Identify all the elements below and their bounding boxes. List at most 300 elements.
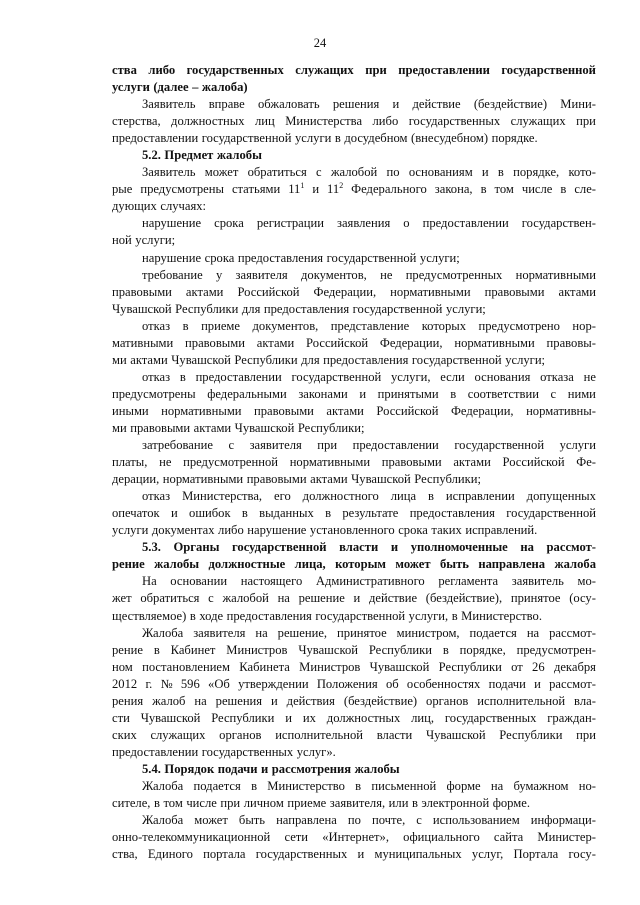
word: почте, <box>371 813 406 828</box>
word: Мини- <box>560 97 596 112</box>
word: срока <box>204 250 235 265</box>
word: обжаловать <box>257 97 320 112</box>
word: Российской <box>237 284 300 299</box>
superscript: 2 <box>339 181 344 191</box>
word: форме. <box>492 796 530 811</box>
word: затребование <box>142 438 213 453</box>
word: исполнительной <box>275 727 364 742</box>
word: Чувашской <box>351 472 411 487</box>
word: правовыми <box>484 284 545 299</box>
word: услуги <box>295 131 332 146</box>
word: государственной <box>501 63 596 77</box>
word: сти <box>112 710 130 725</box>
word: в <box>411 796 418 811</box>
word: Заявитель <box>142 97 196 112</box>
word: и <box>271 693 278 708</box>
word: с <box>228 438 235 453</box>
word: ских <box>112 727 137 742</box>
text-line <box>112 403 596 420</box>
word: рые <box>112 182 133 197</box>
word: предоставлении <box>422 216 509 231</box>
word: для <box>301 352 320 367</box>
word: Министер- <box>537 830 596 845</box>
word: нормативными <box>454 335 535 350</box>
word: лица <box>390 489 417 504</box>
word: онно-телекоммуникационной <box>112 830 271 845</box>
word: платы, <box>112 455 148 470</box>
text-line <box>112 164 596 181</box>
word: и <box>357 847 365 862</box>
text-line <box>112 812 596 829</box>
word: выданных <box>259 506 314 521</box>
word: при <box>317 438 338 453</box>
word: государственных <box>255 847 348 862</box>
word: регламента <box>438 574 499 589</box>
word: подается <box>469 625 517 640</box>
word: Республики <box>438 659 502 674</box>
word: г. <box>145 676 153 691</box>
word: государственных <box>408 114 501 129</box>
word: сайта <box>493 830 524 845</box>
word: основании <box>170 574 228 589</box>
text-line <box>112 488 596 505</box>
word: либо <box>218 523 244 538</box>
word: порядке. <box>491 131 538 146</box>
word: с <box>550 386 557 401</box>
word: на <box>520 540 534 555</box>
word: заявителя <box>193 625 246 640</box>
word: Фе- <box>576 455 596 470</box>
word: органов <box>426 693 469 708</box>
word: (далее <box>153 80 189 95</box>
word: Российской <box>502 455 565 470</box>
word: актами <box>326 403 364 418</box>
word: государственной <box>232 540 327 555</box>
word: не <box>380 267 393 282</box>
word: Единого <box>147 847 193 862</box>
word: информаци- <box>530 813 596 828</box>
word: том <box>163 796 183 811</box>
word: бумажном <box>513 778 569 793</box>
word: действия <box>286 693 335 708</box>
word: рассмотрения <box>271 761 352 776</box>
text-line <box>112 778 596 795</box>
word: и <box>392 97 400 112</box>
word: подачи <box>488 676 526 691</box>
text-line <box>112 437 596 454</box>
word: или <box>388 796 409 811</box>
word: услуги; <box>419 250 460 265</box>
word: нарушение <box>142 216 202 231</box>
word: принятыми <box>377 386 439 401</box>
word: актами <box>256 335 295 350</box>
word: форме <box>446 778 481 793</box>
word: $11^2$ <box>327 181 344 197</box>
text-line <box>112 369 596 386</box>
word: быть <box>439 557 469 572</box>
word: письменной <box>371 778 437 793</box>
text-line <box>112 829 596 846</box>
word: рение <box>112 557 145 572</box>
text-line <box>112 232 596 249</box>
word: стерства, <box>112 114 161 129</box>
word: сети <box>284 830 309 845</box>
text-line <box>112 198 596 215</box>
word: 5.2. <box>142 148 161 163</box>
word: (бездействие), <box>425 591 503 606</box>
word: Министерство. <box>461 608 542 623</box>
section-heading-line <box>112 556 596 573</box>
word: досудебном <box>344 131 408 146</box>
word: актами <box>130 352 168 367</box>
word: нарушение <box>142 250 202 265</box>
word: Порядок <box>164 761 215 776</box>
word: действие <box>368 591 418 606</box>
word: при <box>220 796 241 811</box>
word: предусмотрено <box>478 318 560 333</box>
word: жалобы <box>154 557 200 572</box>
word: не <box>583 369 596 384</box>
word: мативными <box>112 335 174 350</box>
word: и <box>170 506 178 521</box>
word: услуги; <box>135 233 176 248</box>
text-line <box>112 846 596 863</box>
word: государствен- <box>521 216 596 231</box>
word: Кабинет <box>170 642 216 657</box>
word: но- <box>578 778 596 793</box>
word: государственных <box>444 710 537 725</box>
word: документах <box>151 523 215 538</box>
word: документов, <box>252 318 319 333</box>
word: предоставлении <box>112 131 199 146</box>
word: № <box>160 676 173 691</box>
word: в <box>189 608 196 623</box>
text-line <box>112 301 596 318</box>
word: отказ <box>142 369 171 384</box>
word: ной <box>112 233 132 248</box>
word: услуги, <box>391 369 431 384</box>
word: актами <box>185 284 224 299</box>
word: нарушение <box>247 523 307 538</box>
word: дующих <box>112 199 157 214</box>
word: услуг». <box>296 744 336 759</box>
word: направлена <box>276 813 337 828</box>
word: в <box>355 778 362 793</box>
word: Республики <box>499 727 563 742</box>
text-line <box>112 96 596 113</box>
word: требование <box>142 267 203 282</box>
word: 596 <box>180 676 200 691</box>
word: и <box>534 676 541 691</box>
word: на <box>277 591 290 606</box>
word: Кабинета <box>239 659 290 674</box>
text-line <box>112 352 596 369</box>
word: основания <box>474 369 531 384</box>
word: предоставления <box>263 301 350 316</box>
word: (осу- <box>569 591 596 606</box>
word: не <box>159 455 172 470</box>
word: в <box>251 778 258 793</box>
word: «Об <box>208 676 230 691</box>
word: ними <box>567 386 596 401</box>
text-line <box>112 659 596 676</box>
text-line <box>112 130 596 147</box>
text-line <box>112 795 596 812</box>
word: жалоб <box>152 693 186 708</box>
word: правовыми <box>130 420 191 435</box>
section-heading-line <box>112 147 596 164</box>
word: 5.3. <box>142 540 161 555</box>
word: числе <box>521 182 553 197</box>
word: в <box>428 489 434 504</box>
word: представление <box>330 318 410 333</box>
section-heading-line <box>112 62 596 79</box>
word: соответствии <box>467 386 539 401</box>
word: документов, <box>301 267 367 282</box>
word: заявителя, <box>329 796 386 811</box>
page-number: 24 <box>313 36 327 50</box>
word: случаях: <box>160 199 207 214</box>
word: мо- <box>577 574 596 589</box>
word: и <box>481 165 489 180</box>
word: жалоба <box>554 557 596 572</box>
word: особенностях <box>406 676 481 691</box>
word: таких <box>431 523 462 538</box>
word: государственной <box>315 608 406 623</box>
word: подачи <box>217 761 258 776</box>
word: сителе, <box>112 796 151 811</box>
word: в <box>450 386 457 401</box>
word: правовыми <box>112 284 172 299</box>
word: направлена <box>478 557 546 572</box>
word: предусмотренной <box>183 455 279 470</box>
word: о <box>403 216 410 231</box>
word: предоставления <box>409 506 495 521</box>
word: нормативными <box>161 403 242 418</box>
word: предоставления <box>226 608 312 623</box>
word: иными <box>112 403 149 418</box>
word: нормативными <box>515 267 596 282</box>
word: Федерации, <box>379 335 443 350</box>
word: портала <box>203 847 246 862</box>
word: по <box>386 165 400 180</box>
word: государственной <box>352 301 443 316</box>
word: служащих <box>150 727 206 742</box>
word: постановлением <box>142 659 230 674</box>
word: быть <box>238 813 266 828</box>
word: Республики <box>211 710 275 725</box>
text-line <box>112 522 596 539</box>
text-line <box>112 573 596 590</box>
word: госу- <box>568 847 596 862</box>
word: предусмотрены <box>140 182 224 197</box>
word: государственной <box>454 438 545 453</box>
word: жет <box>112 591 132 606</box>
word: результате <box>342 506 399 521</box>
word: рения <box>112 693 144 708</box>
word: должностных <box>326 710 401 725</box>
word: ми <box>112 352 127 367</box>
word: заявителя <box>235 267 288 282</box>
word: с <box>208 591 214 606</box>
word: услуги, <box>408 608 449 623</box>
word: у <box>215 267 223 282</box>
word: услуги; <box>445 301 486 316</box>
word: Чувашской <box>171 352 231 367</box>
text-line <box>112 744 596 761</box>
word: при <box>576 727 596 742</box>
text-line <box>112 335 596 352</box>
word: услуги; <box>505 352 546 367</box>
word: Жалоба <box>142 625 184 640</box>
word: официального <box>403 830 480 845</box>
word: услуги <box>559 438 596 453</box>
word: предоставления <box>323 352 409 367</box>
word: должностных <box>171 114 245 129</box>
word: Чувашской <box>112 301 172 316</box>
word: опечаток <box>112 506 160 521</box>
word: ства <box>112 63 137 77</box>
word: должностного <box>302 489 379 504</box>
word: законами <box>298 386 348 401</box>
word: решения <box>215 693 263 708</box>
section-heading-line <box>112 761 596 778</box>
word: при <box>365 63 387 77</box>
word: актами <box>558 284 596 299</box>
word: органов <box>219 727 262 742</box>
word: Чувашской <box>234 420 295 435</box>
word: должностные <box>208 557 286 572</box>
word: его <box>274 489 291 504</box>
word: приеме <box>201 318 240 333</box>
word: Портала <box>513 847 559 862</box>
word: порядке, <box>459 642 506 657</box>
word: исправлении <box>445 489 515 504</box>
word: правовыми <box>254 403 314 418</box>
word: подается <box>193 778 241 793</box>
text-line <box>112 420 596 437</box>
text-line <box>112 676 596 693</box>
word: ходе <box>199 608 224 623</box>
word: государственной <box>506 506 596 521</box>
word: 2012 <box>112 676 138 691</box>
word: при <box>576 114 596 129</box>
word: предоставлении <box>112 744 199 759</box>
word: Республики; <box>414 472 481 487</box>
word: На <box>142 574 157 589</box>
word: власти <box>376 727 413 742</box>
word: государственной <box>291 369 382 384</box>
text-line <box>112 250 596 267</box>
word: в <box>451 608 458 623</box>
word: Республики <box>234 352 298 367</box>
word: служащих <box>295 63 354 77</box>
word: использованием <box>432 813 520 828</box>
section-heading-line <box>112 79 596 96</box>
word: заявителя <box>249 438 302 453</box>
word: в <box>442 642 449 657</box>
word: 26 <box>532 659 545 674</box>
word: может <box>194 813 228 828</box>
word: предоставлении <box>352 438 439 453</box>
word: граждан- <box>547 710 596 725</box>
section-heading-line <box>112 539 596 556</box>
word: заявитель <box>511 574 564 589</box>
superscript: 1 <box>300 181 305 191</box>
word: Положения <box>316 676 378 691</box>
word: жалобы <box>216 148 262 163</box>
text-line <box>112 625 596 642</box>
text-line <box>112 642 596 659</box>
word: жалобы <box>354 761 400 776</box>
word: если <box>440 369 465 384</box>
word: (бездействие) <box>343 693 418 708</box>
text-line <box>112 113 596 130</box>
word: отказа <box>540 369 574 384</box>
word: Чувашской <box>140 710 201 725</box>
word: нормативны- <box>526 403 596 418</box>
word: действие <box>412 97 461 112</box>
word: Республики <box>175 301 239 316</box>
word: власти <box>339 540 379 555</box>
word: и <box>353 591 361 606</box>
word: Федерации, <box>450 403 514 418</box>
text-line <box>112 471 596 488</box>
word: жалобой <box>222 591 269 606</box>
word: порядке, <box>513 165 560 180</box>
word: в <box>241 506 248 521</box>
word: Федерации, <box>313 284 377 299</box>
text-line <box>112 284 596 301</box>
word: либо <box>372 114 399 129</box>
text-line <box>112 590 596 607</box>
word: Министров <box>226 642 288 657</box>
word: $11^1$ <box>288 181 305 197</box>
word: Чувашской <box>425 727 486 742</box>
word: Республики <box>368 642 433 657</box>
word: и <box>390 540 399 555</box>
word: с <box>416 813 422 828</box>
word: отказ <box>142 318 171 333</box>
text-line <box>112 181 596 198</box>
word: Жалоба <box>142 778 184 793</box>
word: ми <box>112 420 127 435</box>
text-line <box>112 608 596 625</box>
word: Министерства, <box>182 489 263 504</box>
word: Жалоба <box>142 813 184 828</box>
word: правовыми <box>381 455 442 470</box>
word: отказ <box>142 489 171 504</box>
word: регистрации <box>256 216 324 231</box>
word: – <box>192 80 199 95</box>
word: Республики; <box>297 420 365 435</box>
word: может <box>395 557 431 572</box>
word: кото- <box>568 165 596 180</box>
word: настоящего <box>240 574 303 589</box>
word: обратиться <box>247 165 307 180</box>
word: с <box>315 165 322 180</box>
word: и <box>285 710 293 725</box>
word: статьями <box>231 182 281 197</box>
text-line <box>112 318 596 335</box>
word: ществляемое) <box>112 608 187 623</box>
word: федеральными <box>207 386 287 401</box>
word: предусмотрен- <box>516 642 596 657</box>
word: Российской <box>376 403 439 418</box>
word: Органы <box>173 540 220 555</box>
word: в <box>182 318 189 333</box>
word: услуги <box>112 80 150 95</box>
